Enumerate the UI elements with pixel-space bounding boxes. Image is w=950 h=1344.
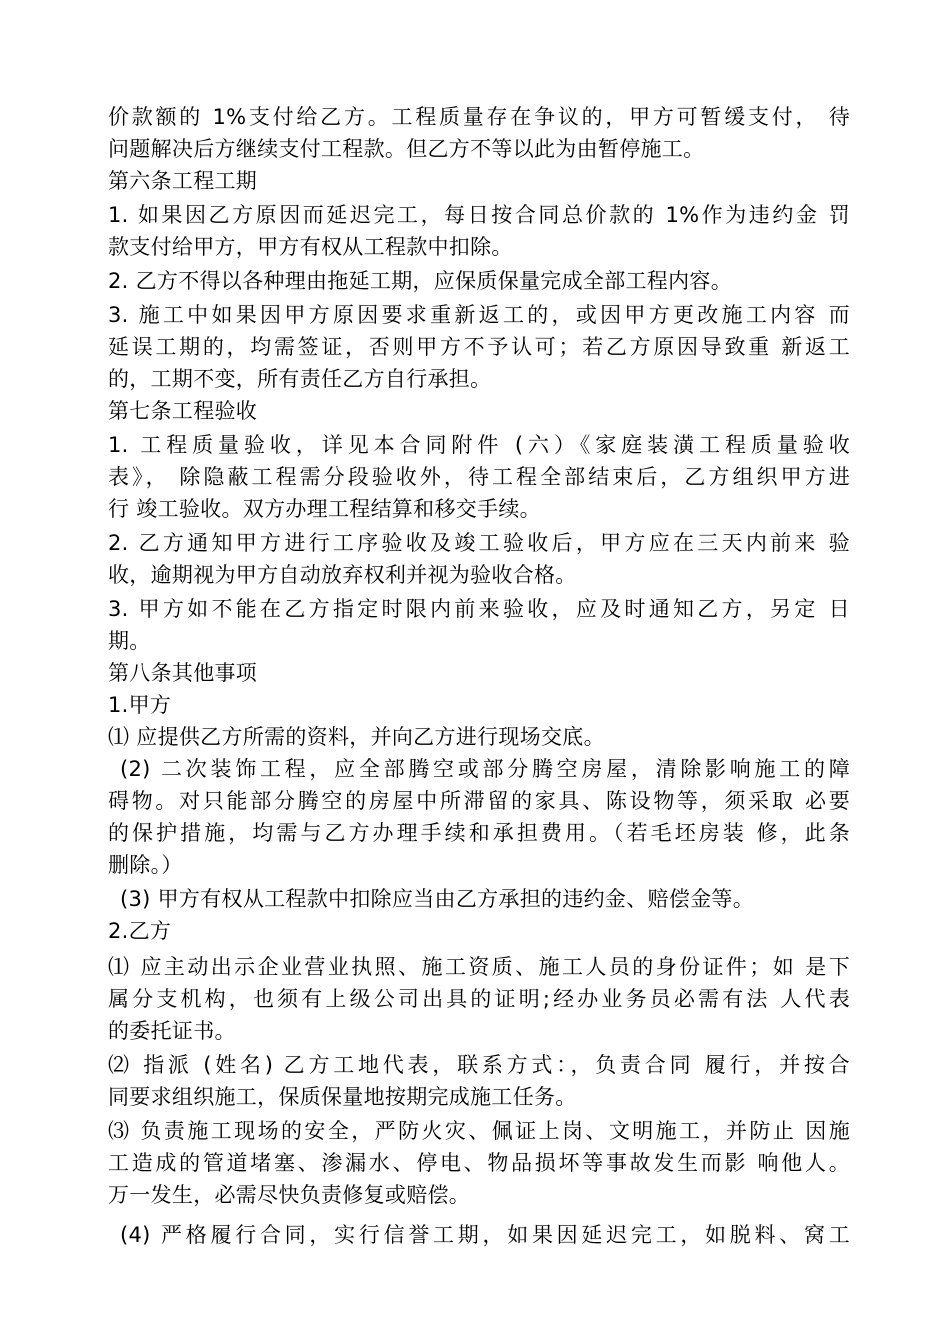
paragraph-line: 工造成的管道堵塞、渗漏水、停电、物品损坏等事故发生而影 响他人。 (108, 1151, 850, 1175)
paragraph-line: 同要求组织施工，保质保量地按期完成施工任务。 (108, 1085, 577, 1109)
paragraph-line: 问题解决后方继续支付工程款。但乙方不等以此为由暂停施工。 (108, 137, 705, 161)
paragraph-line: ⑶ 负责施工现场的安全，严防火灾、佩证上岗、文明施工，并防止 因施 (108, 1119, 850, 1143)
paragraph-line: 的保护措施，均需与乙方办理手续和承担费用。（若毛坯房装 修，此条 (108, 821, 850, 845)
paragraph-line: 2. 乙方通知甲方进行工序验收及竣工验收后，甲方应在三天内前来 验 (108, 531, 850, 555)
paragraph-line: 1. 如果因乙方原因而延迟完工，每日按合同总价款的 1%作为违约金 罚 (108, 203, 850, 227)
paragraph-line: (2) 二次装饰工程，应全部腾空或部分腾空房屋，清除影响施工的障 (120, 757, 850, 781)
paragraph-line: 表》， 除隐蔽工程需分段验收外，待工程全部结束后，乙方组织甲方进 (108, 465, 850, 489)
paragraph-line: 碍物。对只能部分腾空的房屋中所滞留的家具、陈设物等，须采取 必要 (108, 789, 850, 813)
section-heading-6: 第六条工程工期 (108, 169, 258, 193)
paragraph-line: 3. 甲方如不能在乙方指定时限内前来验收，应及时通知乙方，另定 日 (108, 597, 850, 621)
paragraph-line: (4) 严格履行合同，实行信誉工期，如果因延迟完工，如脱料、窝工 (120, 1223, 850, 1247)
paragraph-line: 款支付给甲方，甲方有权从工程款中扣除。 (108, 235, 513, 259)
paragraph-line: ⑴ 应提供乙方所需的资料，并向乙方进行现场交底。 (108, 725, 605, 749)
section-heading-7: 第七条工程验收 (108, 399, 258, 423)
paragraph-line: 属分支机构，也须有上级公司出具的证明;经办业务员必需有法 人代表 (108, 987, 850, 1011)
document-page (108, 101, 850, 1251)
paragraph-line: 的委托证书。 (108, 1019, 236, 1043)
paragraph-line: 的，工期不变，所有责任乙方自行承担。 (108, 367, 492, 391)
paragraph-line: 万一发生，必需尽快负责修复或赔偿。 (108, 1183, 471, 1207)
paragraph-line: 2. 乙方不得以各种理由拖延工期，应保质保量完成全部工程内容。 (108, 269, 733, 293)
paragraph-line: 删除。） (108, 853, 183, 877)
paragraph-line: 期。 (108, 629, 151, 653)
subsection-party-a: 1.甲方 (108, 693, 172, 717)
paragraph-line: (3) 甲方有权从工程款中扣除应当由乙方承担的违约金、赔偿金等。 (120, 887, 755, 911)
subsection-party-b: 2.乙方 (108, 919, 172, 943)
paragraph-line: 延误工期的，均需签证，否则甲方不予认可；若乙方原因导致重 新返工 (108, 335, 850, 359)
paragraph-line: 3. 施工中如果因甲方原因要求重新返工的，或因甲方更改施工内容 而 (108, 303, 850, 327)
paragraph-line: ⑴ 应主动出示企业营业执照、施工资质、施工人员的身份证件；如 是下 (108, 955, 850, 979)
section-heading-8: 第八条其他事项 (108, 661, 258, 685)
paragraph-line: ⑵ 指派 (姓名) 乙方工地代表，联系方式：，负责合同 履行，并按合 (108, 1053, 850, 1077)
paragraph-line: 1. 工程质量验收，详见本合同附件 (六）《家庭装潢工程质量验收 (108, 433, 850, 457)
paragraph-line: 行 竣工验收。双方办理工程结算和移交手续。 (108, 497, 541, 521)
paragraph-line: 收，逾期视为甲方自动放弃权利并视为验收合格。 (108, 563, 577, 587)
paragraph-line: 价款额的 1%支付给乙方。工程质量存在争议的，甲方可暂缓支付， 待 (108, 105, 850, 129)
